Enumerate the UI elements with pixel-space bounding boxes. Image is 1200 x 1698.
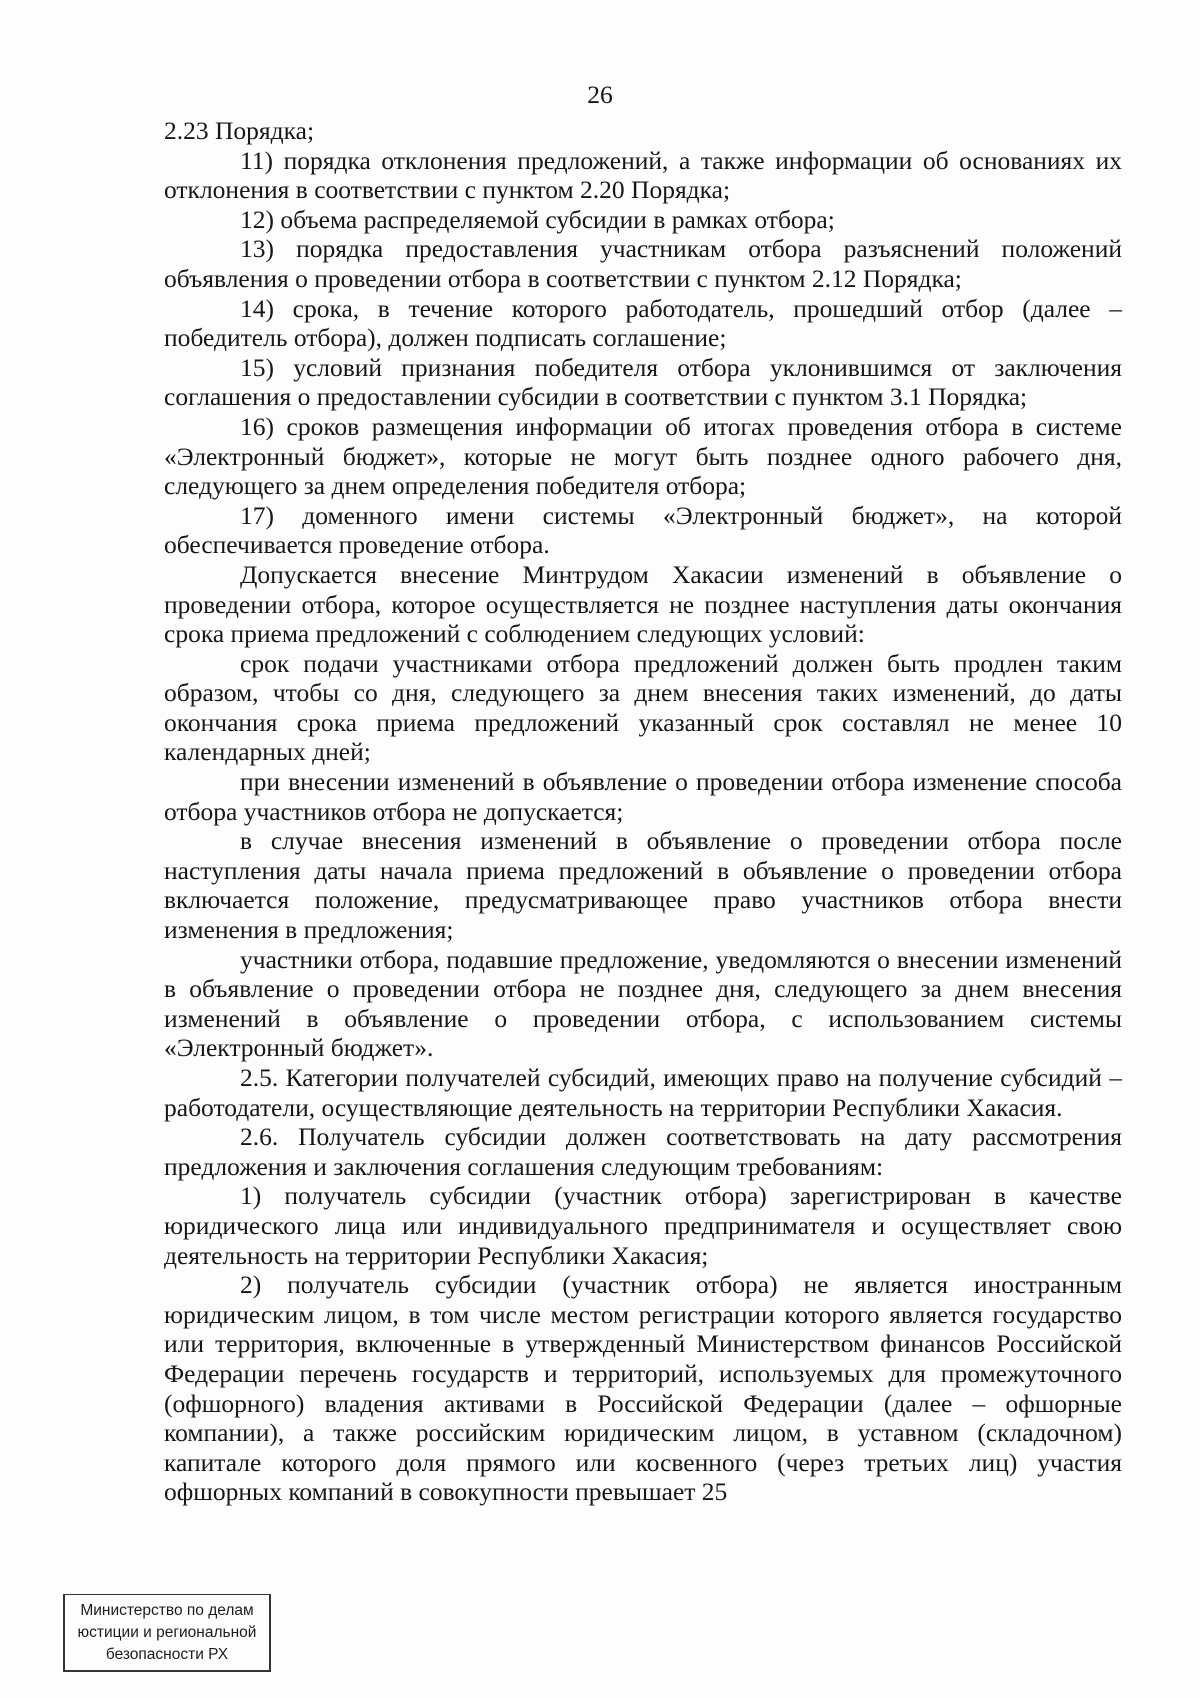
paragraph: 16) сроков размещения информации об итогах проведения отбора в системе «Электронный бюджет», которые не могут быть позднее одного рабочего дня, следующего за днем определения победителя отбора; xyxy=(164,411,1122,501)
stamp-line: безопасности РХ xyxy=(105,1646,229,1663)
paragraph: участники отбора, подавшие предложение, уведомляются о внесении изменений в объявление о проведении отбора не позднее дня, следующего за днем внесения изменений в объявление о проведении отбора, с использованием системы «Электронный бюджет». xyxy=(164,944,1122,1063)
paragraph: 17) доменного имени системы «Электронный бюджет», на которой обеспечивается проведение отбора. xyxy=(164,500,1122,560)
paragraph: 2.6. Получатель субсидии должен соответствовать на дату рассмотрения предложения и заключения соглашения следующим требованиям: xyxy=(164,1122,1122,1181)
paragraph: 15) условий признания победителя отбора уклонившимся от заключения соглашения о предоставлении субсидии в соответствии с пунктом 3.1 Порядка; xyxy=(164,352,1122,412)
paragraph: 2) получатель субсидии (участник отбора) не является иностранным юридическим лицом, в том числе местом регистрации которого является государство или территория, включенные в утвержденный Министерством финансов Российской Федерации перечень государств и территорий, используемых для промежуточного (офшорного) владения активами в Российской Федерации (далее – офшорные компании), а также российским юридическим лицом, в уставном (складочном) капитале которого доля прямого или косвенного (через третьих лиц) участия офшорных компаний в совокупности превышает 25 xyxy=(164,1270,1122,1507)
paragraph: при внесении изменений в объявление о проведении отбора изменение способа отбора участников отбора не допускается; xyxy=(164,767,1122,826)
ministry-stamp xyxy=(63,1594,271,1672)
paragraph: 2.5. Категории получателей субсидий, имеющих право на получение субсидий – работодатели, осуществляющие деятельность на территории Республики Хакасия. xyxy=(164,1063,1122,1122)
paragraph: срок подачи участниками отбора предложений должен быть продлен таким образом, чтобы со дня, следующего за днем внесения таких изменений, до даты окончания срока приема предложений указанный срок составлял не менее 10 календарных дней; xyxy=(164,648,1122,767)
paragraph: 2.23 Порядка; xyxy=(164,116,315,145)
paragraph: 13) порядка предоставления участникам отбора разъяснений положений объявления о проведении отбора в соответствии с пунктом 2.12 Порядка; xyxy=(164,234,1122,293)
stamp-line: Министерство по делам xyxy=(80,1602,254,1619)
paragraph: 11) порядка отклонения предложений, а также информации об основаниях их отклонения в соответствии с пунктом 2.20 Порядка; xyxy=(164,145,1122,205)
paragraph: 12) объема распределяемой субсидии в рамках отбора; xyxy=(240,204,835,234)
document-body xyxy=(164,116,1122,1507)
paragraph: 1) получатель субсидии (участник отбора) зарегистрирован в качестве юридического лица или индивидуального предпринимателя и осуществляет свою деятельность на территории Республики Хакасия; xyxy=(164,1181,1122,1270)
stamp-line: юстиции и региональной xyxy=(77,1624,257,1641)
page-number: 26 xyxy=(587,80,613,109)
paragraph: 14) срока, в течение которого работодатель, прошедший отбор (далее – победитель отбора), должен подписать соглашение; xyxy=(164,293,1122,353)
paragraph: в случае внесения изменений в объявление о проведении отбора после наступления даты начала приема предложений в объявление о проведении отбора включается положение, предусматривающее право участников отбора внести изменения в предложения; xyxy=(164,826,1122,945)
paragraph: Допускается внесение Минтрудом Хакасии изменений в объявление о проведении отбора, которое осуществляется не позднее наступления даты окончания срока приема предложений с соблюдением следующих условий: xyxy=(164,559,1122,649)
